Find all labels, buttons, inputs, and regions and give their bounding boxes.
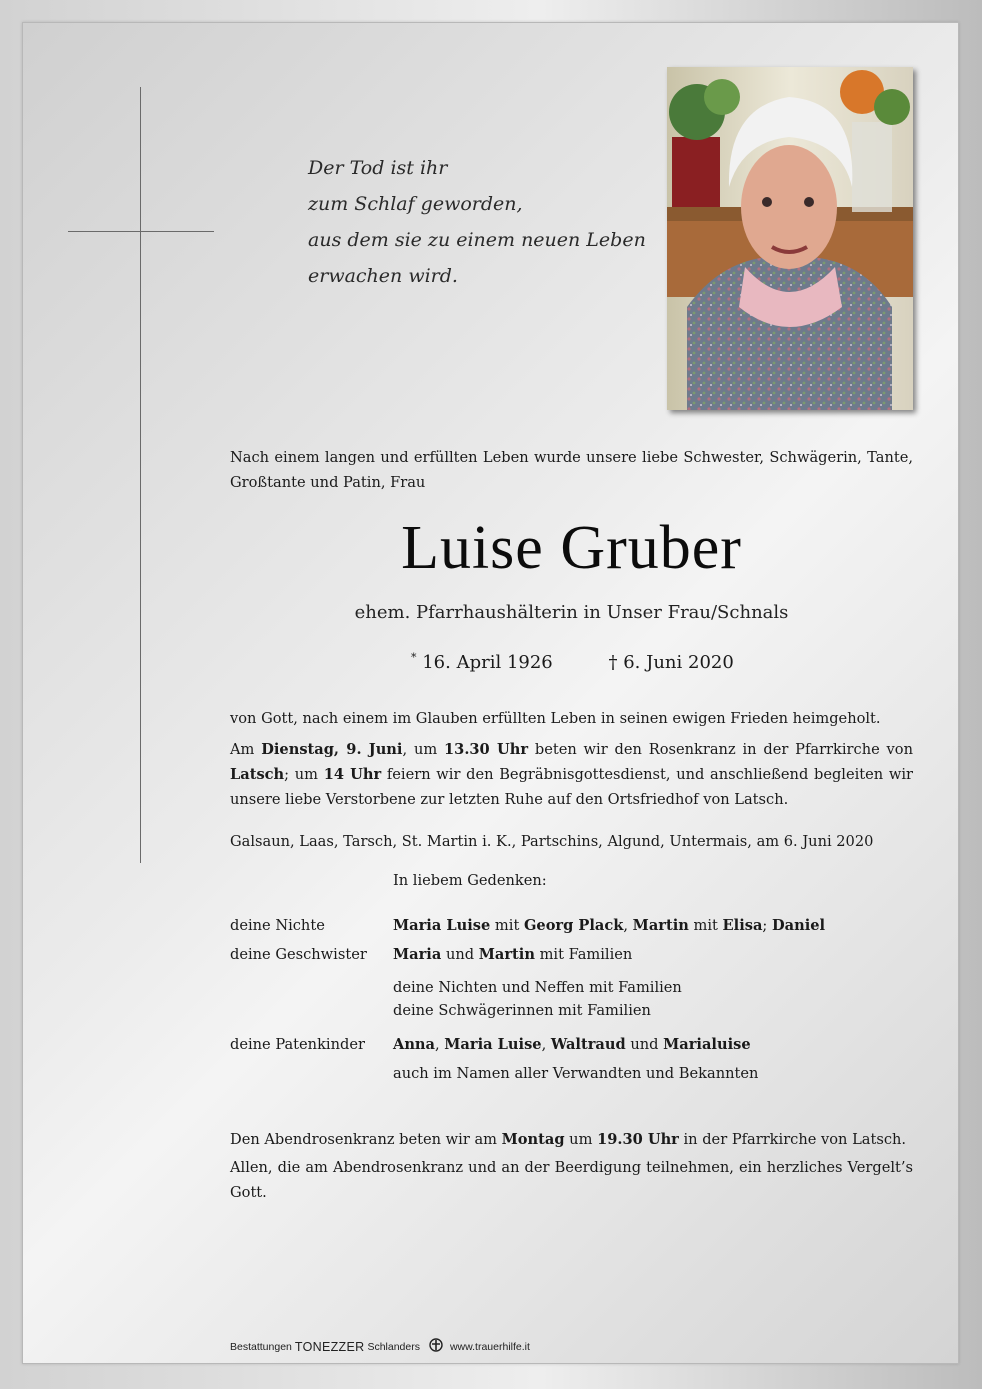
closing-thanks: Allen, die am Abendrosenkranz und an der Beerdigung teilnehmen, ein herzliches Vergelt’s Gott. (230, 1159, 913, 1201)
text-run: ; (762, 917, 772, 934)
birth-date: 16. April 1926 (422, 652, 553, 673)
places-date: Galsaun, Laas, Tarsch, St. Martin i. K., Partschins, Algund, Untermais, am 6. Juni 2020 (230, 833, 874, 850)
text-run: mit Familien (534, 946, 633, 963)
footer-website: www.trauerhilfe.it (449, 1340, 530, 1353)
bold-text: Martin (478, 946, 535, 963)
text-run: in der Pfarrkirche von Latsch. (678, 1131, 907, 1148)
mourner-names (393, 1002, 651, 1019)
quote (308, 150, 646, 294)
text-run: Am (230, 741, 262, 758)
bold-text: Marialuise (663, 1036, 751, 1053)
text-run: feiern wir den Begräbnisgottesdienst, und anschließend begleiten wir unsere liebe Verstorbene zur letzten Ruhe auf den Ortsfriedhof von Latsch. (230, 766, 914, 808)
footer-suffix: Schlanders (367, 1340, 420, 1353)
text-run: und (441, 946, 479, 963)
bold-text: Maria Luise (444, 1036, 542, 1053)
bold-text: 13.30 Uhr (444, 741, 529, 758)
text-run: , um (402, 741, 445, 758)
bold-text: Waltraud (550, 1036, 626, 1053)
bold-text: Maria Luise (393, 917, 491, 934)
mourner-names (393, 979, 682, 996)
paragraph-heimgeholt: von Gott, nach einem im Glauben erfüllten Leben in seinen ewigen Frieden heimgeholt. (230, 710, 881, 727)
paragraph-funeral (230, 737, 913, 812)
bold-text: Anna (393, 1036, 435, 1053)
closing-rosary (230, 1127, 913, 1152)
bold-text: Dienstag, 9. Juni (261, 741, 403, 758)
mourner-names (393, 1036, 751, 1053)
text-run: mit (688, 917, 723, 934)
obituary-card (22, 22, 959, 1364)
bold-text: Martin (632, 917, 689, 934)
occupation: ehem. Pfarrhaushälterin in Unser Frau/Schnals (354, 602, 789, 623)
quote-line: zum Schlaf geworden, (308, 193, 523, 215)
bold-text: Daniel (771, 917, 826, 934)
closing-text (230, 1127, 913, 1208)
mourner-relation: deine Patenkinder (230, 1036, 365, 1053)
text-run: um (564, 1131, 598, 1148)
footer (230, 1338, 530, 1355)
cross-vertical-bar (140, 87, 141, 863)
text-run: ; um (284, 766, 324, 783)
text-run: und (625, 1036, 664, 1053)
death-date: † 6. Juni 2020 (608, 652, 734, 673)
footer-prefix: Bestattungen (230, 1340, 292, 1353)
text-run: deine Schwägerinnen mit Familien (393, 1002, 651, 1019)
bold-text: Georg Plack (523, 917, 624, 934)
text-run: , (435, 1036, 445, 1053)
text-run: mit (490, 917, 524, 934)
bold-text: 19.30 Uhr (597, 1131, 679, 1148)
portrait-photo (667, 67, 913, 410)
mourner-relation: deine Nichte (230, 917, 325, 934)
footer-brand: TONEZZER (294, 1339, 365, 1354)
quote-line: aus dem sie zu einem neuen Leben (308, 229, 646, 251)
text-run: deine Nichten und Neffen mit Familien (393, 979, 682, 996)
intro-text: Nach einem langen und erfüllten Leben wurde unsere liebe Schwester, Schwägerin, Tante, Großtante und Patin, Frau (230, 449, 913, 491)
deceased-name: Luise Gruber (401, 514, 742, 582)
text-run: , (541, 1036, 551, 1053)
bold-text: Maria (393, 946, 442, 963)
life-dates (411, 651, 734, 673)
memory-heading: In liebem Gedenken: (393, 872, 547, 889)
quote-line: Der Tod ist ihr (308, 157, 448, 179)
bold-text: Elisa (722, 917, 763, 934)
text-run: auch im Namen aller Verwandten und Bekannten (393, 1065, 759, 1082)
text-run: , (623, 917, 633, 934)
bold-text: Latsch (230, 766, 285, 783)
mourner-names (393, 1065, 758, 1082)
mourner-relation: deine Geschwister (230, 946, 367, 963)
bold-text: Montag (501, 1131, 565, 1148)
birth-star: * (411, 651, 417, 664)
text-run: beten wir den Rosenkranz in der Pfarrkirche von (528, 741, 913, 758)
mourner-names (393, 946, 632, 963)
mourner-names (393, 917, 825, 934)
bold-text: 14 Uhr (323, 766, 382, 783)
cross-horizontal-bar (68, 231, 214, 232)
text-run: Den Abendrosenkranz beten wir am (230, 1131, 502, 1148)
trauerhilfe-logo-icon (428, 1338, 444, 1355)
quote-line: erwachen wird. (308, 265, 458, 287)
